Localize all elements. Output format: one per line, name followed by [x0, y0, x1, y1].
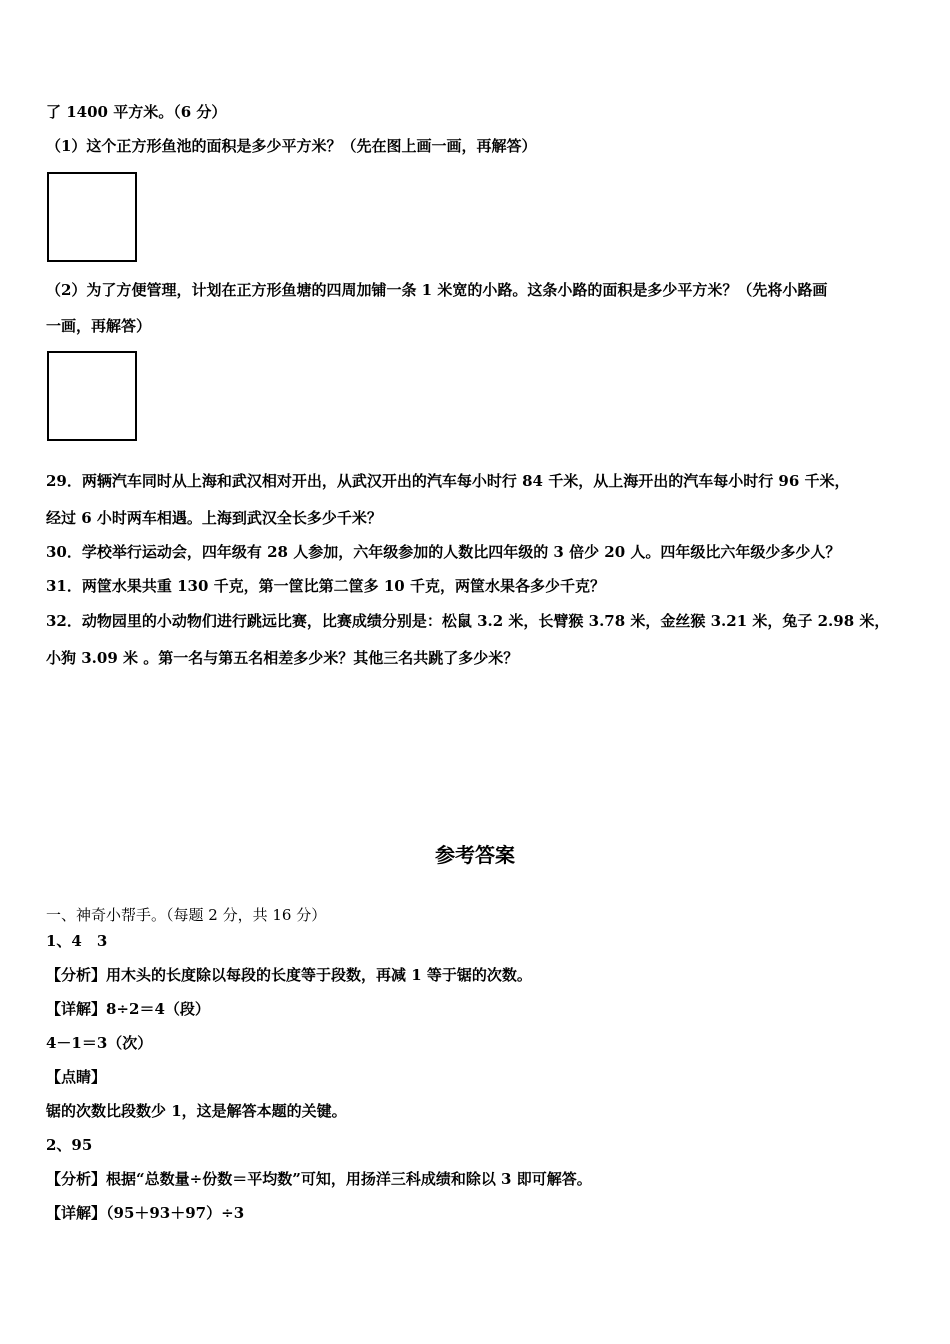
answer-1-tip-label: 【点睛】	[46, 1068, 107, 1086]
answer-2-analysis: 【分析】根据“总数量÷份数＝平均数”可知，用扬洋三科成绩和除以 3 即可解答。	[46, 1170, 592, 1188]
answer-1-calc: 4－1＝3（次）	[46, 1034, 153, 1052]
q28-part2-text-line1: （2）为了方便管理，计划在正方形鱼塘的四周加铺一条 1 米宽的小路。这条小路的面积是多少平方米？（先将小路画	[46, 281, 828, 299]
q28-part1-text: （1）这个正方形鱼池的面积是多少平方米？（先在图上画一画，再解答）	[46, 137, 537, 155]
answer-1-tip: 锯的次数比段数少 1，这是解答本题的关键。	[46, 1102, 347, 1120]
answer-2-detail: 【详解】（95＋93＋97）÷3	[46, 1204, 245, 1222]
q32-text-line1: 32．动物园里的小动物们进行跳远比赛，比赛成绩分别是：松鼠 3.2 米，长臂猴 3.78 米，金丝猴 3.21 米，兔子 2.98 米，	[46, 612, 890, 630]
q29-text-line2: 经过 6 小时两车相遇。上海到武汉全长多少千米？	[46, 509, 382, 527]
answer-2-head: 2、95	[46, 1136, 93, 1154]
section1-heading: 一、神奇小帮手。（每题 2 分，共 16 分）	[46, 906, 327, 924]
q30-text: 30．学校举行运动会，四年级有 28 人参加，六年级参加的人数比四年级的 3 倍少 20 人。四年级比六年级少多少人？	[46, 543, 841, 561]
q28-tail-text: 了 1400 平方米。（6 分）	[46, 103, 227, 121]
answer-1-head: 1、4 3	[46, 932, 108, 950]
answer-drawing-box-2	[47, 351, 137, 441]
q28-part2-text-line2: 一画，再解答）	[46, 317, 152, 335]
answer-1-analysis: 【分析】用木头的长度除以每段的长度等于段数，再减 1 等于锯的次数。	[46, 966, 532, 984]
q29-text-line1: 29．两辆汽车同时从上海和武汉相对开出，从武汉开出的汽车每小时行 84 千米，从上海开出的汽车每小时行 96 千米，	[46, 472, 850, 490]
answer-1-detail: 【详解】8÷2＝4（段）	[46, 1000, 210, 1018]
q31-text: 31．两筐水果共重 130 千克，第一筐比第二筐多 10 千克，两筐水果各多少千克？	[46, 577, 605, 595]
answer-drawing-box-1	[47, 172, 137, 262]
answers-title: 参考答案	[435, 843, 515, 867]
q32-text-line2: 小狗 3.09 米 。第一名与第五名相差多少米？其他三名共跳了多少米？	[46, 649, 519, 667]
